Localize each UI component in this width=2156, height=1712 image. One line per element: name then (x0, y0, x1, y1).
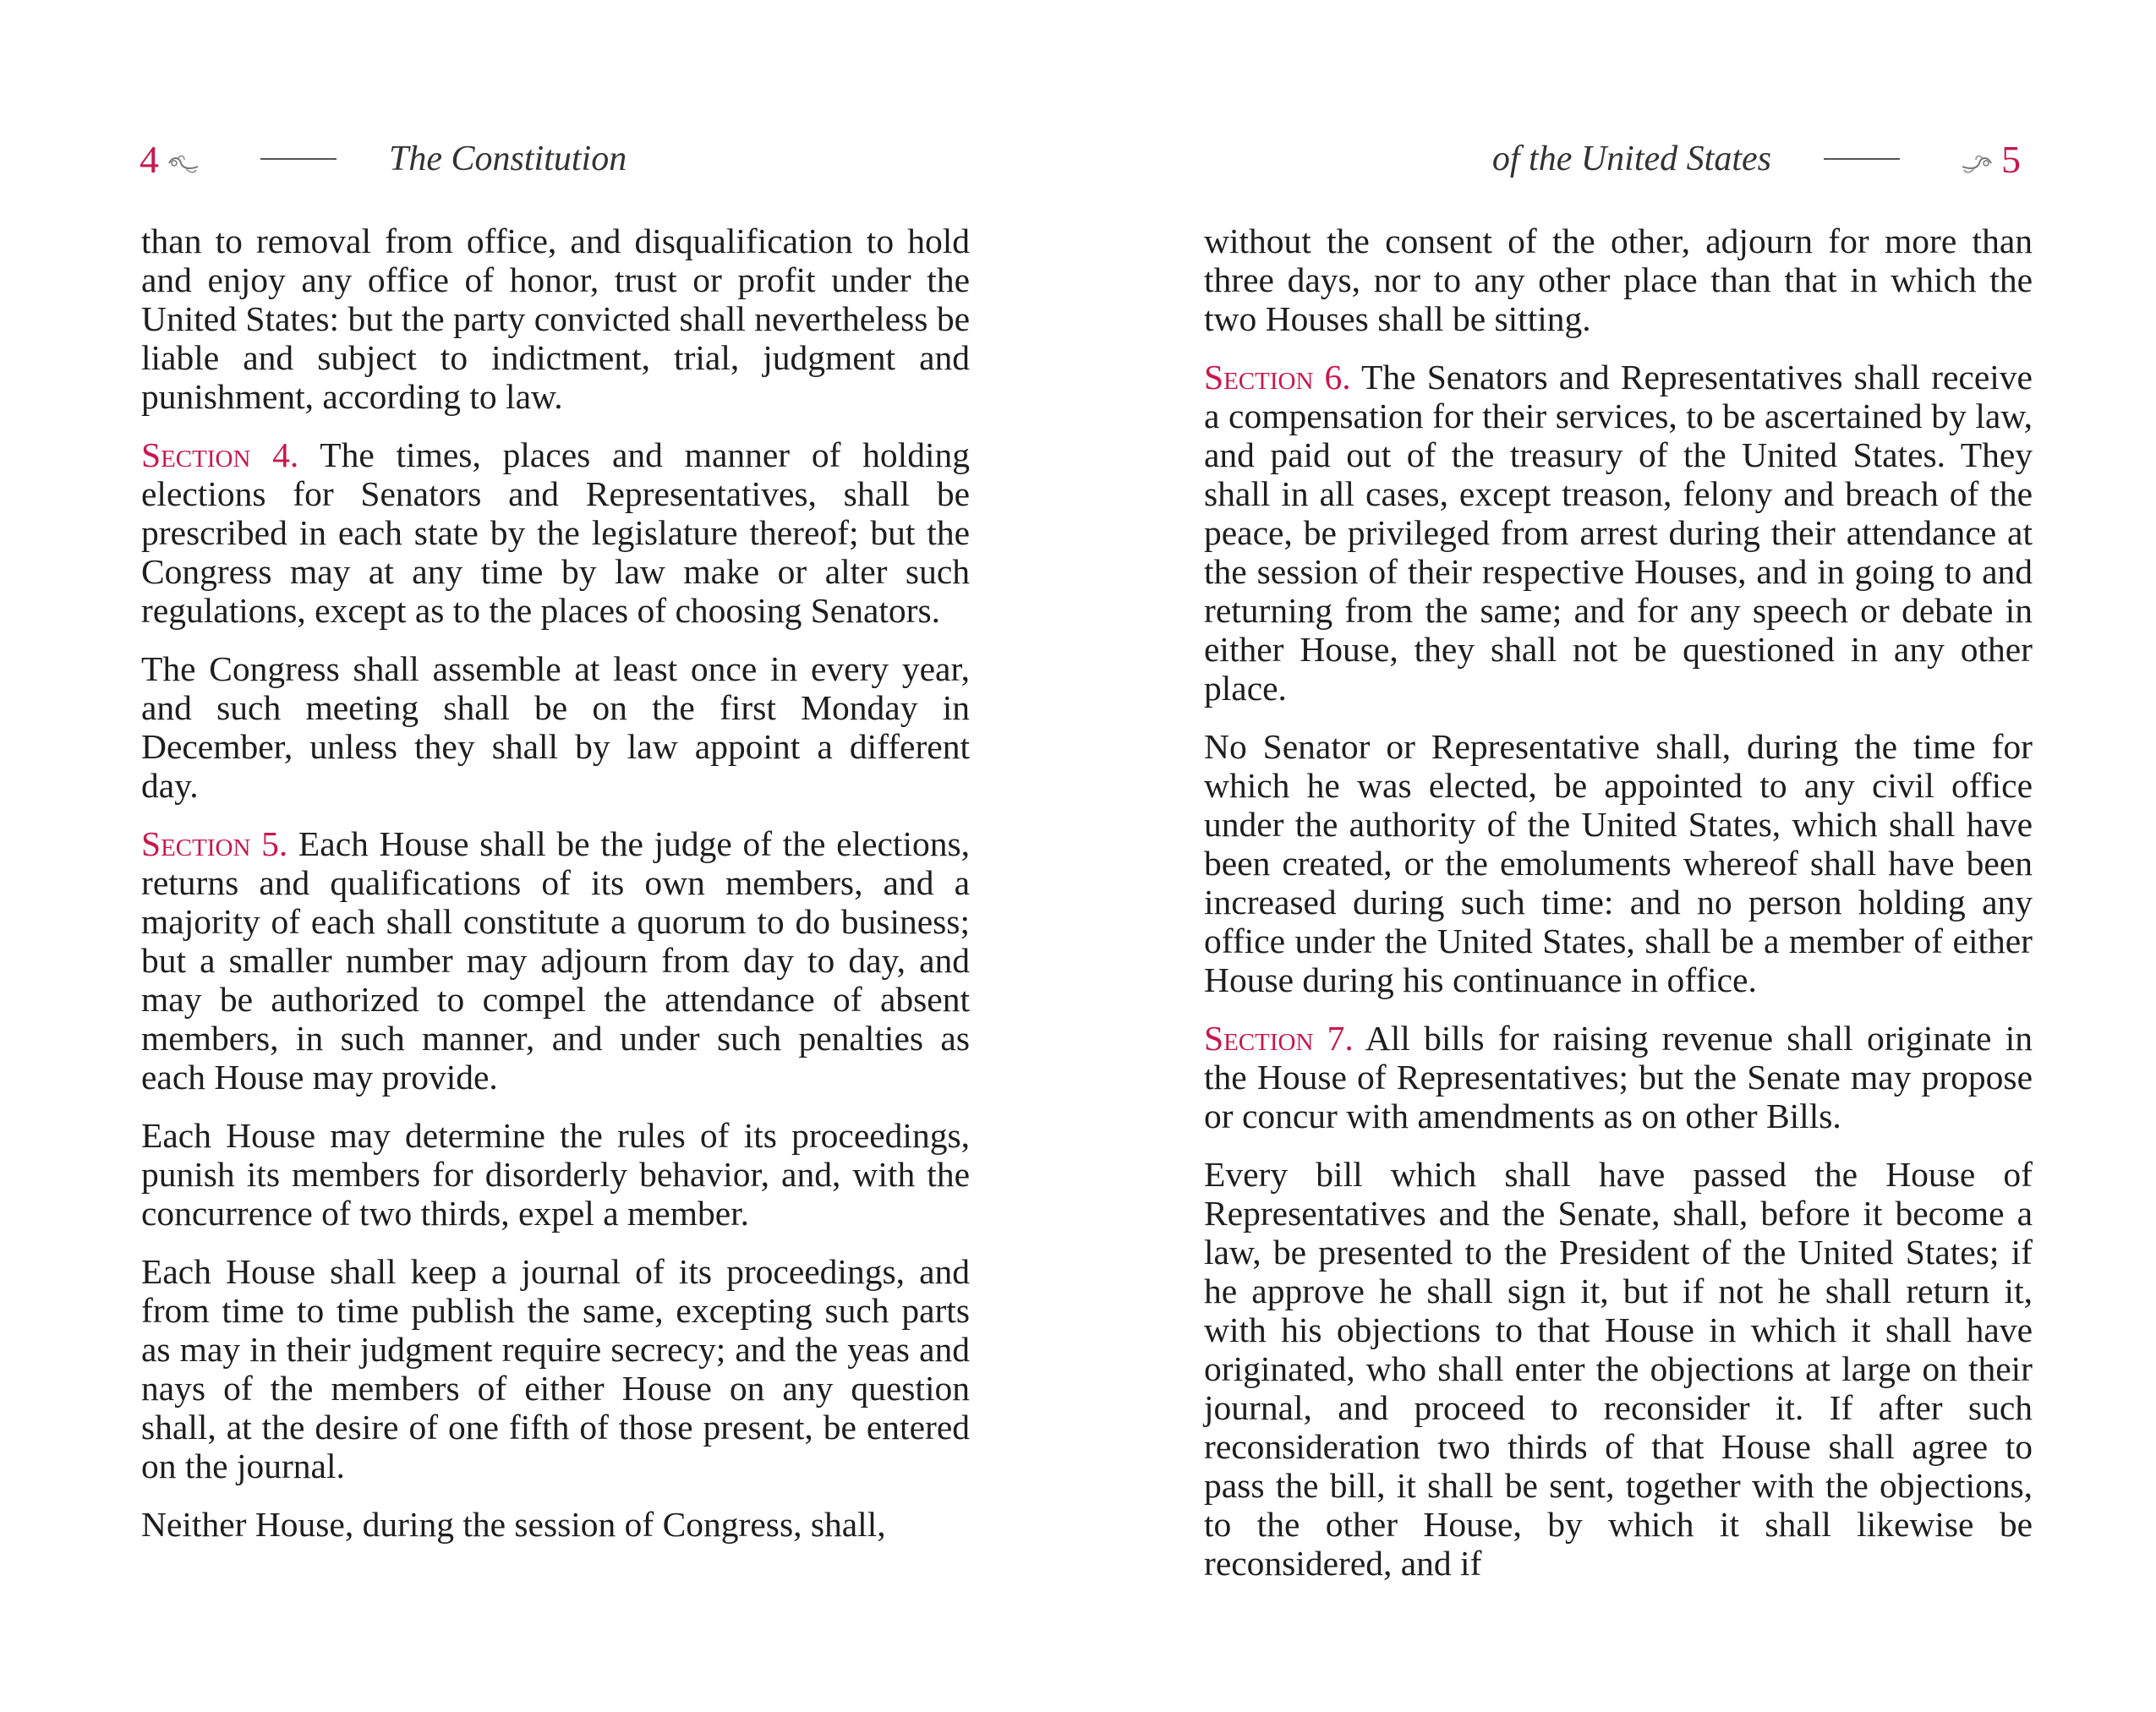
section-label: Section 5. (141, 824, 288, 863)
paragraph (1204, 1155, 2033, 1583)
right-page (1078, 0, 2156, 1712)
paragraph (1204, 1019, 2033, 1135)
paragraph (141, 222, 970, 416)
paragraph-text: Each House shall be the judge of the elections, returns and qualifications of its own members, and a majority of each shall constitute a quorum to do business; but a smaller number may adjourn from day to day, and may be authorized to compel the attendance of absent members, in such manner, and under such penalties as each House may provide. (141, 824, 971, 1097)
paragraph (141, 435, 970, 630)
header-title: of the United States (1491, 139, 1771, 178)
paragraph-text: without the consent of the other, adjourn for more than three days, nor to any other place than that in which the two Houses shall be sitting. (1204, 222, 2033, 338)
paragraph-text: than to removal from office, and disqualification to hold and enjoy any office of honor, trust or profit under the United States: but the party convicted shall nevertheless be liable and subject to indictment, trial, judgment and punishment, according to law. (141, 222, 970, 416)
paragraph (141, 1505, 970, 1544)
page-number: 4 (140, 137, 159, 181)
page-number: 5 (2001, 137, 2021, 181)
section-label: Section 6. (1204, 358, 1351, 397)
paragraph (141, 649, 970, 805)
paragraph-text: The Congress shall assemble at least once in every year, and such meeting shall be on the first Monday in December, unless they shall by law appoint a different day. (141, 649, 970, 805)
floral-ornament-icon (1959, 146, 1995, 172)
paragraph (1204, 222, 2033, 338)
header-rule (1824, 158, 1900, 160)
paragraph (1204, 727, 2033, 999)
paragraph-text: Each House may determine the rules of its proceedings, punish its members for disorderly behavior, and, with the concurrence of two thirds, expel a member. (141, 1116, 970, 1233)
paragraph (1204, 358, 2033, 708)
right-page-body (1204, 222, 2033, 1602)
floral-ornament-icon (166, 146, 201, 172)
left-page-body (141, 222, 970, 1563)
header-title: The Constitution (389, 139, 627, 178)
paragraph-text: The Senators and Representatives shall receive a compensation for their services, to be ascertained by law, and paid out of the treasury of the United States. They shall in all cases, except treason, felony and breach of the peace, be privileged from arrest during their attendance at the session of their respective Houses, and in going to and returning from the same; and for any speech or debate in either House, they shall not be questioned in any other place. (1204, 358, 2033, 708)
section-label: Section 4. (141, 435, 299, 474)
paragraph-text: No Senator or Representative shall, during the time for which he was elected, be appointed to any civil office under the authority of the United States, which shall have been created, or the emoluments whereof shall have been increased during such time: and no person holding any office under the United States, shall be a member of either House during his continuance in office. (1204, 727, 2033, 999)
right-page-header (1492, 134, 2021, 184)
header-rule (260, 158, 337, 160)
paragraph (141, 1116, 970, 1233)
left-page-header (140, 134, 627, 184)
paragraph (141, 824, 970, 1097)
paragraph (141, 1252, 970, 1485)
paragraph-text: All bills for raising revenue shall originate in the House of Representatives; but the Senate may propose or concur with amendments as on other Bills. (1204, 1019, 2033, 1135)
paragraph-text: Each House shall keep a journal of its proceedings, and from time to time publish the same, excepting such parts as may in their judgment require secrecy; and the yeas and nays of the members of either House on any question shall, at the desire of one fifth of those present, be entered on the journal. (141, 1252, 970, 1485)
paragraph-text: Every bill which shall have passed the House of Representatives and the Senate, shall, before it become a law, be presented to the President of the United States; if he approve he shall sign it, but if not he shall return it, with his objections to that House in which it shall have originated, who shall enter the objections at large on their journal, and proceed to reconsider it. If after such reconsideration two thirds of that House shall agree to pass the bill, it shall be sent, together with the objections, to the other House, by which it shall likewise be reconsidered, and if (1204, 1155, 2033, 1583)
paragraph-text: Neither House, during the session of Congress, shall, (141, 1505, 886, 1544)
section-label: Section 7. (1204, 1019, 1354, 1058)
paragraph-text: The times, places and manner of holding elections for Senators and Representatives, shall be prescribed in each state by the legislature thereof; but the Congress may at any time by law make or alter such regulations, except as to the places of choosing Senators. (141, 435, 970, 630)
